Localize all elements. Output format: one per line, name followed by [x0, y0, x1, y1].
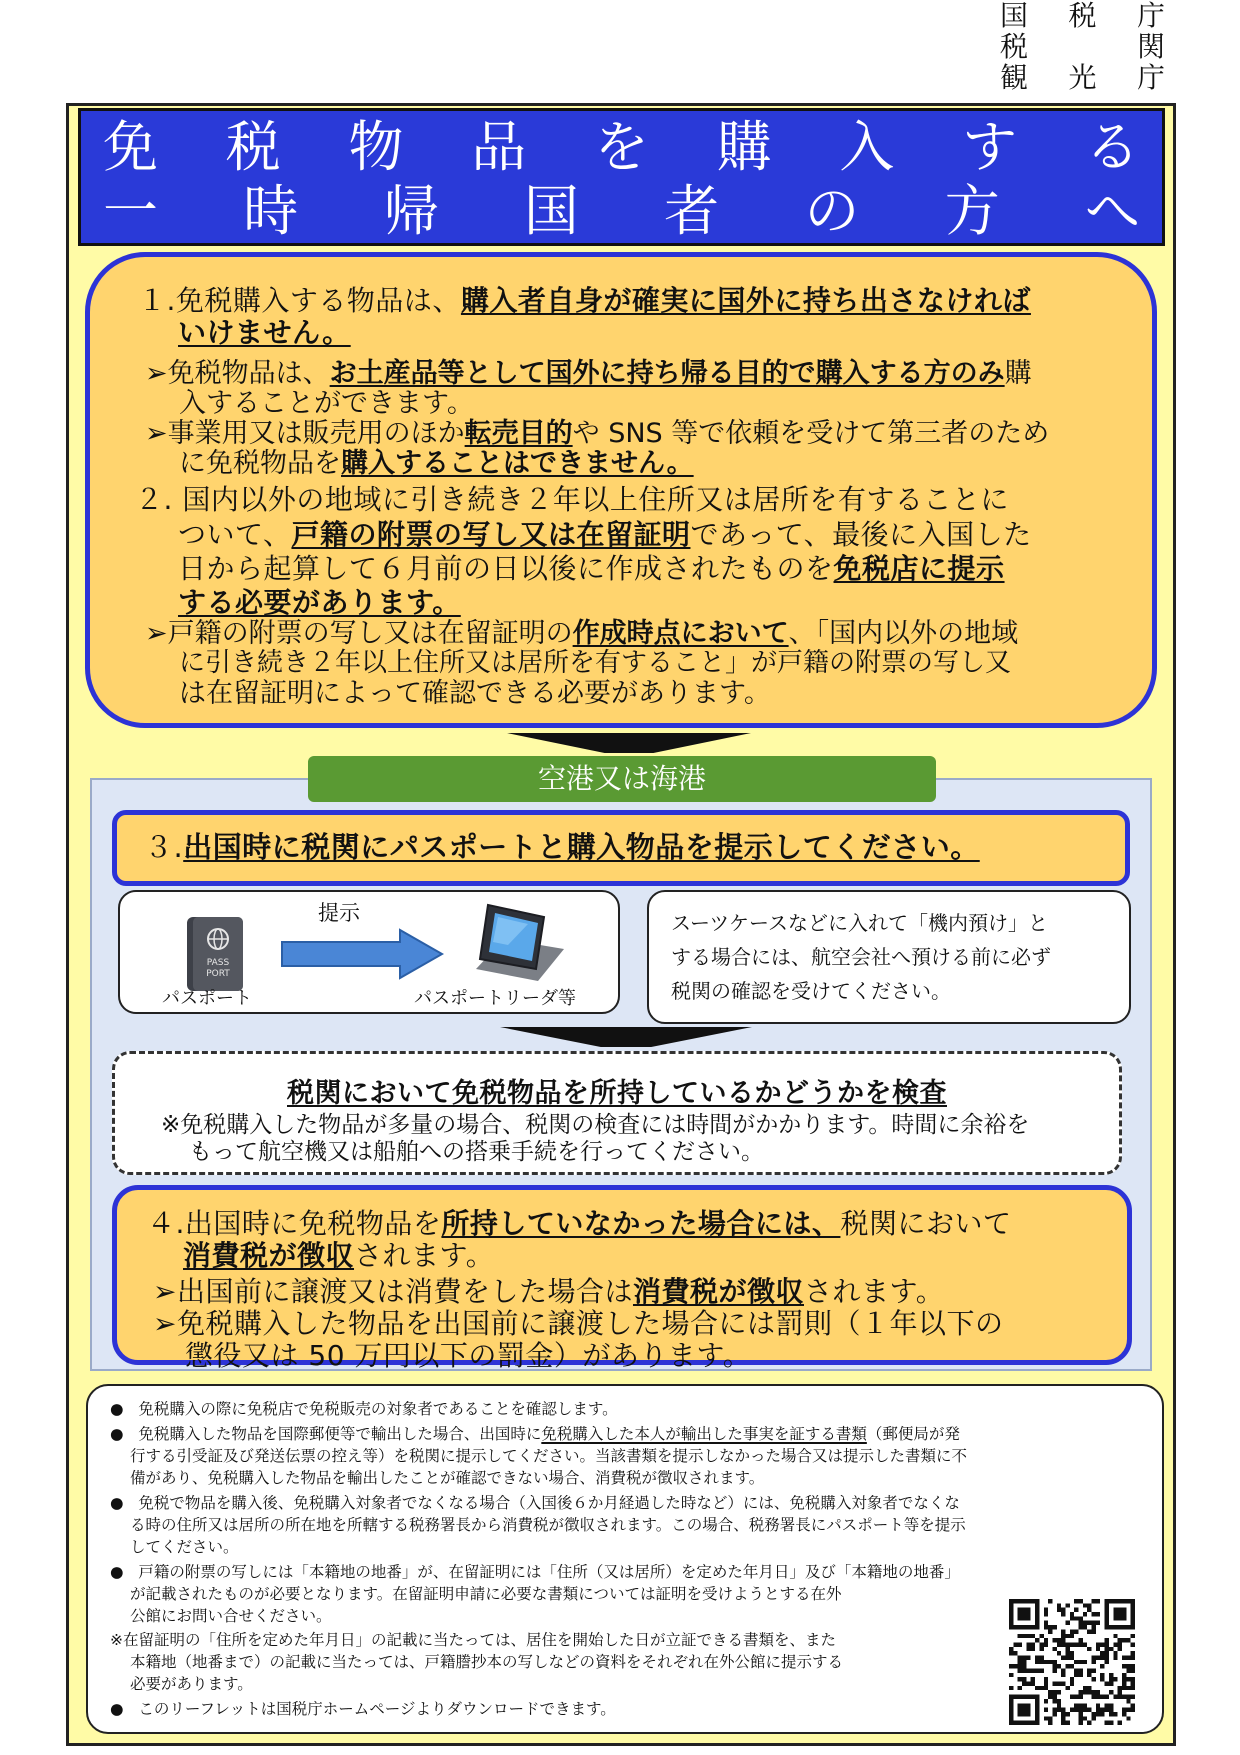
bullet-penalty: ➢免税購入した物品を出国前に譲渡した場合には罰則（１年以下の [153, 1307, 1004, 1340]
svg-text:PORT: PORT [206, 969, 230, 979]
item-1-line-2: いけません。 [178, 316, 351, 349]
item-2-line-3: 日から起算して６月前の日以後に作成されたものを免税店に提示 [178, 552, 1005, 585]
bullet-creation-time-line-3: は在留証明によって確認できる必要があります。 [179, 678, 771, 709]
agency-tourism: 観 光 庁 [1000, 61, 1165, 94]
customs-inspection-box [112, 1051, 1122, 1175]
note-1: ● 免税購入の際に免税店で免税販売の対象者であることを確認します。 [110, 1400, 618, 1418]
bullet-consumption-tax: ➢出国前に譲渡又は消費をした場合は消費税が徴収されます。 [153, 1275, 945, 1308]
checkin-note-line-2: する場合には、航空会社へ預ける前に必ず [671, 945, 1051, 969]
note-5: ※在留証明の「住所を定めた年月日」の記載に当たっては、居住を開始した日が立証できる書類を、また [110, 1631, 836, 1649]
note-5-line-2: 本籍地（地番まで）の記載に当たっては、戸籍謄抄本の写しなどの資料をそれぞれ在外公館に提示する [130, 1653, 844, 1671]
airport-heading: 空港又は海港 [308, 756, 936, 802]
step-4-box [112, 1185, 1132, 1372]
svg-text:PASS: PASS [206, 958, 230, 968]
bullet-penalty-line-2: 懲役又は 50 万円以下の罰金）があります。 [185, 1339, 752, 1372]
note-3-line-2: る時の住所又は居所の所在地を所轄する税務署長から消費税が徴収されます。この場合、税務署長にパスポート等を提示 [130, 1516, 966, 1534]
title-line-1: 免 税 物 品 を 購 入 す る [103, 115, 1140, 179]
item-2-line-4: する必要があります。 [178, 586, 461, 619]
page-title [78, 108, 1165, 246]
inspection-title: 税関において免税物品を所持しているかどうかを検査 [287, 1078, 947, 1109]
note-4-line-2: が記載されたものが必要となります。在留証明申請に必要な書類については証明を受けようとする在外 [130, 1585, 842, 1603]
passport-reader-icon [468, 897, 570, 985]
inspection-note-line-2: もって航空機又は船舶への搭乗手続を行ってください。 [189, 1139, 764, 1165]
qr-code[interactable] [1009, 1598, 1135, 1726]
issuing-agencies [1000, 0, 1165, 93]
bullet-resale-line-2: に免税物品を購入することはできません。 [179, 448, 694, 479]
bullet-resale: ➢事業用又は販売用のほか転売目的や SNS 等で依頼を受けて第三者のため [145, 418, 1050, 449]
step-4-line-1: ４.出国時に免税物品を所持していなかった場合には、税関において [147, 1207, 1012, 1240]
item-2-line-1: ２. 国内以外の地域に引き続き２年以上住所又は居所を有することに [135, 483, 1009, 516]
present-passport-panel [118, 890, 620, 1014]
agency-nta: 国 税 庁 [1000, 0, 1165, 32]
note-4: ● 戸籍の附票の写しには「本籍地の地番」が、在留証明には「住所（又は居所）を定めた年月日」及び「本籍地の地番」 [110, 1563, 960, 1581]
reader-label: パスポートリーダ等 [414, 988, 576, 1009]
note-3-line-3: してください。 [130, 1538, 239, 1556]
bullet-creation-time-line-2: に引き続き２年以上住所又は居所を有すること」が戸籍の附票の写し又 [179, 648, 1012, 678]
step-4-line-2: 消費税が徴収されます。 [183, 1239, 495, 1272]
purchase-conditions-box [85, 252, 1157, 728]
step-3-text: ３.出国時に税関にパスポートと購入物品を提示してください。 [144, 830, 980, 864]
checkin-note-line-1: スーツケースなどに入れて「機内預け」と [671, 911, 1048, 935]
passport-label: パスポート [162, 988, 252, 1009]
notes-box [86, 1384, 1164, 1734]
present-label: 提示 [318, 901, 360, 925]
note-6: ● このリーフレットは国税庁ホームページよりダウンロードできます。 [110, 1700, 616, 1718]
bullet-souvenir: ➢免税物品は、お土産品等として国外に持ち帰る目的で購入する方のみ購 [145, 358, 1032, 389]
note-4-line-3: 公館にお問い合せください。 [130, 1607, 332, 1625]
bullet-souvenir-line-2: 入することができます。 [179, 388, 474, 419]
note-2: ● 免税購入した物品を国際郵便等で輸出した場合、出国時に免税購入した本人が輸出した事実を証する書類（郵便局が発 [110, 1425, 960, 1443]
bullet-creation-time: ➢戸籍の附票の写し又は在留証明の作成時点において、「国内以外の地域 [145, 618, 1019, 649]
item-1-line-1: １.免税購入する物品は、購入者自身が確実に国外に持ち出さなければ [138, 284, 1031, 317]
note-5-line-3: 必要があります。 [130, 1675, 253, 1693]
checkin-note-line-3: 税関の確認を受けてください。 [671, 979, 951, 1003]
step-3-box [112, 810, 1130, 886]
note-3: ● 免税で物品を購入後、免税購入対象者でなくなる場合（入国後６か月経過した時など）には、免税購入対象者でなくな [110, 1494, 960, 1512]
passport-icon [183, 913, 247, 995]
title-line-2: 一 時 帰 国 者 の 方 へ [103, 179, 1140, 243]
agency-customs: 税 関 [1000, 30, 1165, 63]
note-2-line-3: 備があり、免税購入した物品を輸出したことが確認できない場合、消費税が徴収されます。 [130, 1469, 765, 1487]
note-2-line-2: 行する引受証及び発送伝票の控え等）を税関に提示してください。当該書類を提示しなかった場合又は提示した書類に不 [130, 1447, 968, 1465]
right-arrow-icon [280, 928, 445, 980]
inspection-note-line-1: ※免税購入した物品が多量の場合、税関の検査には時間がかかります。時間に余裕を [161, 1112, 1030, 1138]
checkin-note-panel [647, 890, 1131, 1024]
item-2-line-2: ついて、戸籍の附票の写し又は在留証明であって、最後に入国した [178, 518, 1032, 551]
